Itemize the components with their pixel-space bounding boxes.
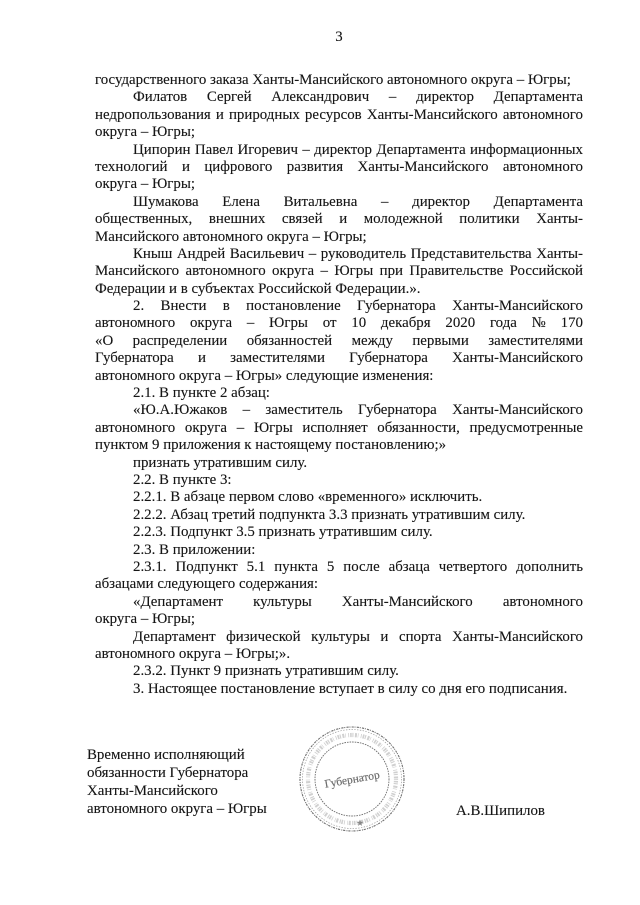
text-line: 2.3. В приложении: — [133, 541, 256, 558]
text-line: автономного округа – Югры от 10 декабря 2020 года № 170 — [95, 315, 583, 332]
paragraph — [95, 142, 583, 194]
text-line: 2.2.3. Подпункт 3.5 признать утратившим силу. — [133, 524, 433, 541]
text-line: 2.3.2. Пункт 9 признать утратившим силу. — [133, 663, 399, 680]
paragraph — [95, 194, 583, 246]
text-line: государственного заказа Ханты-Мансийского автономного округа – Югры; — [95, 72, 571, 88]
text-line: 2.2. В пункте 3: — [133, 471, 232, 488]
signatory-name: А.В.Шипилов — [456, 803, 545, 819]
text-line: признать утратившим силу. — [133, 454, 308, 471]
paragraph — [95, 72, 583, 89]
text-line: технологий и цифрового развития Ханты-Мансийского автономного — [95, 158, 583, 175]
paragraph — [95, 507, 583, 524]
signatory-title-line: Временно исполняющий — [87, 747, 245, 763]
page-number: 3 — [335, 29, 343, 45]
text-line: округа – Югры; — [95, 176, 195, 193]
paragraph — [95, 559, 583, 594]
text-line: абзацами следующего содержания: — [95, 576, 319, 593]
text-line: Департамент физической культуры и спорта Ханты-Мансийского — [133, 628, 583, 645]
paragraph — [95, 402, 583, 454]
paragraph — [95, 298, 583, 385]
text-line: 2.2.2. Абзац третий подпункта 3.3 признать утратившим силу. — [133, 506, 526, 523]
text-line: 2.3.1. Подпункт 5.1 пункта 5 после абзаца четвертого дополнить — [133, 558, 583, 575]
text-line: Федерации и в субъектах Российской Федерации.». — [95, 280, 421, 297]
text-line: округа – Югры; — [95, 124, 195, 141]
text-line: «О распределении обязанностей между первыми заместителями — [95, 332, 583, 349]
text-line: автономного округа – Югры;». — [95, 645, 291, 662]
paragraph — [95, 385, 583, 402]
text-line: Кныш Андрей Васильевич – руководитель Представительства Ханты- — [133, 245, 583, 262]
official-stamp — [296, 723, 408, 835]
paragraph — [95, 542, 583, 559]
text-line: Губернатора и заместителями Губернатора Ханты-Мансийского — [95, 350, 583, 367]
paragraph — [95, 629, 583, 664]
signatory-title — [87, 746, 287, 818]
paragraph — [95, 681, 583, 698]
text-line: автономного округа – Югры» следующие изменения: — [95, 367, 434, 384]
text-line: Мансийского автономного округа – Югры при Правительстве Российской — [95, 263, 583, 280]
text-line: Ципорин Павел Игоревич – директор Департамента информационных — [133, 141, 583, 158]
text-line: «Департамент культуры Ханты-Мансийского автономного — [133, 593, 583, 610]
stamp-center-text: Губернатор — [323, 769, 381, 791]
text-line: «Ю.А.Южаков – заместитель Губернатора Ханты-Мансийского — [133, 402, 583, 419]
paragraph — [95, 594, 583, 629]
text-line: недропользования и природных ресурсов Ханты-Мансийского автономного — [95, 106, 583, 123]
text-line: общественных, внешних связей и молодежной политики Ханты- — [95, 211, 583, 228]
paragraph — [95, 89, 583, 141]
text-line: автономного округа – Югры исполняет обязанности, предусмотренные — [95, 419, 583, 436]
text-line: пунктом 9 приложения к настоящему постановлению;» — [95, 437, 447, 454]
text-line: Филатов Сергей Александрович – директор Департамента — [133, 89, 583, 106]
signatory-title-line: Ханты-Мансийского — [87, 783, 218, 799]
text-line: Шумакова Елена Витальевна – директор Департамента — [133, 193, 583, 210]
paragraph — [95, 455, 583, 472]
text-line: округа – Югры; — [95, 611, 195, 628]
paragraph — [95, 524, 583, 541]
signatory-title-line: автономного округа – Югры — [87, 801, 267, 817]
paragraph — [95, 489, 583, 506]
paragraph — [95, 246, 583, 298]
paragraph — [95, 472, 583, 489]
text-line: 3. Настоящее постановление вступает в силу со дня его подписания. — [133, 680, 568, 697]
text-line: Мансийского автономного округа – Югры; — [95, 228, 367, 245]
paragraph — [95, 663, 583, 680]
text-line: 2. Внести в постановление Губернатора Ханты-Мансийского — [133, 298, 583, 315]
signatory-title-line: обязанности Губернатора — [87, 765, 249, 781]
text-line: 2.1. В пункте 2 абзац: — [133, 385, 270, 402]
text-line: 2.2.1. В абзаце первом слово «временного» исключить. — [133, 489, 483, 506]
document-body — [95, 72, 583, 698]
